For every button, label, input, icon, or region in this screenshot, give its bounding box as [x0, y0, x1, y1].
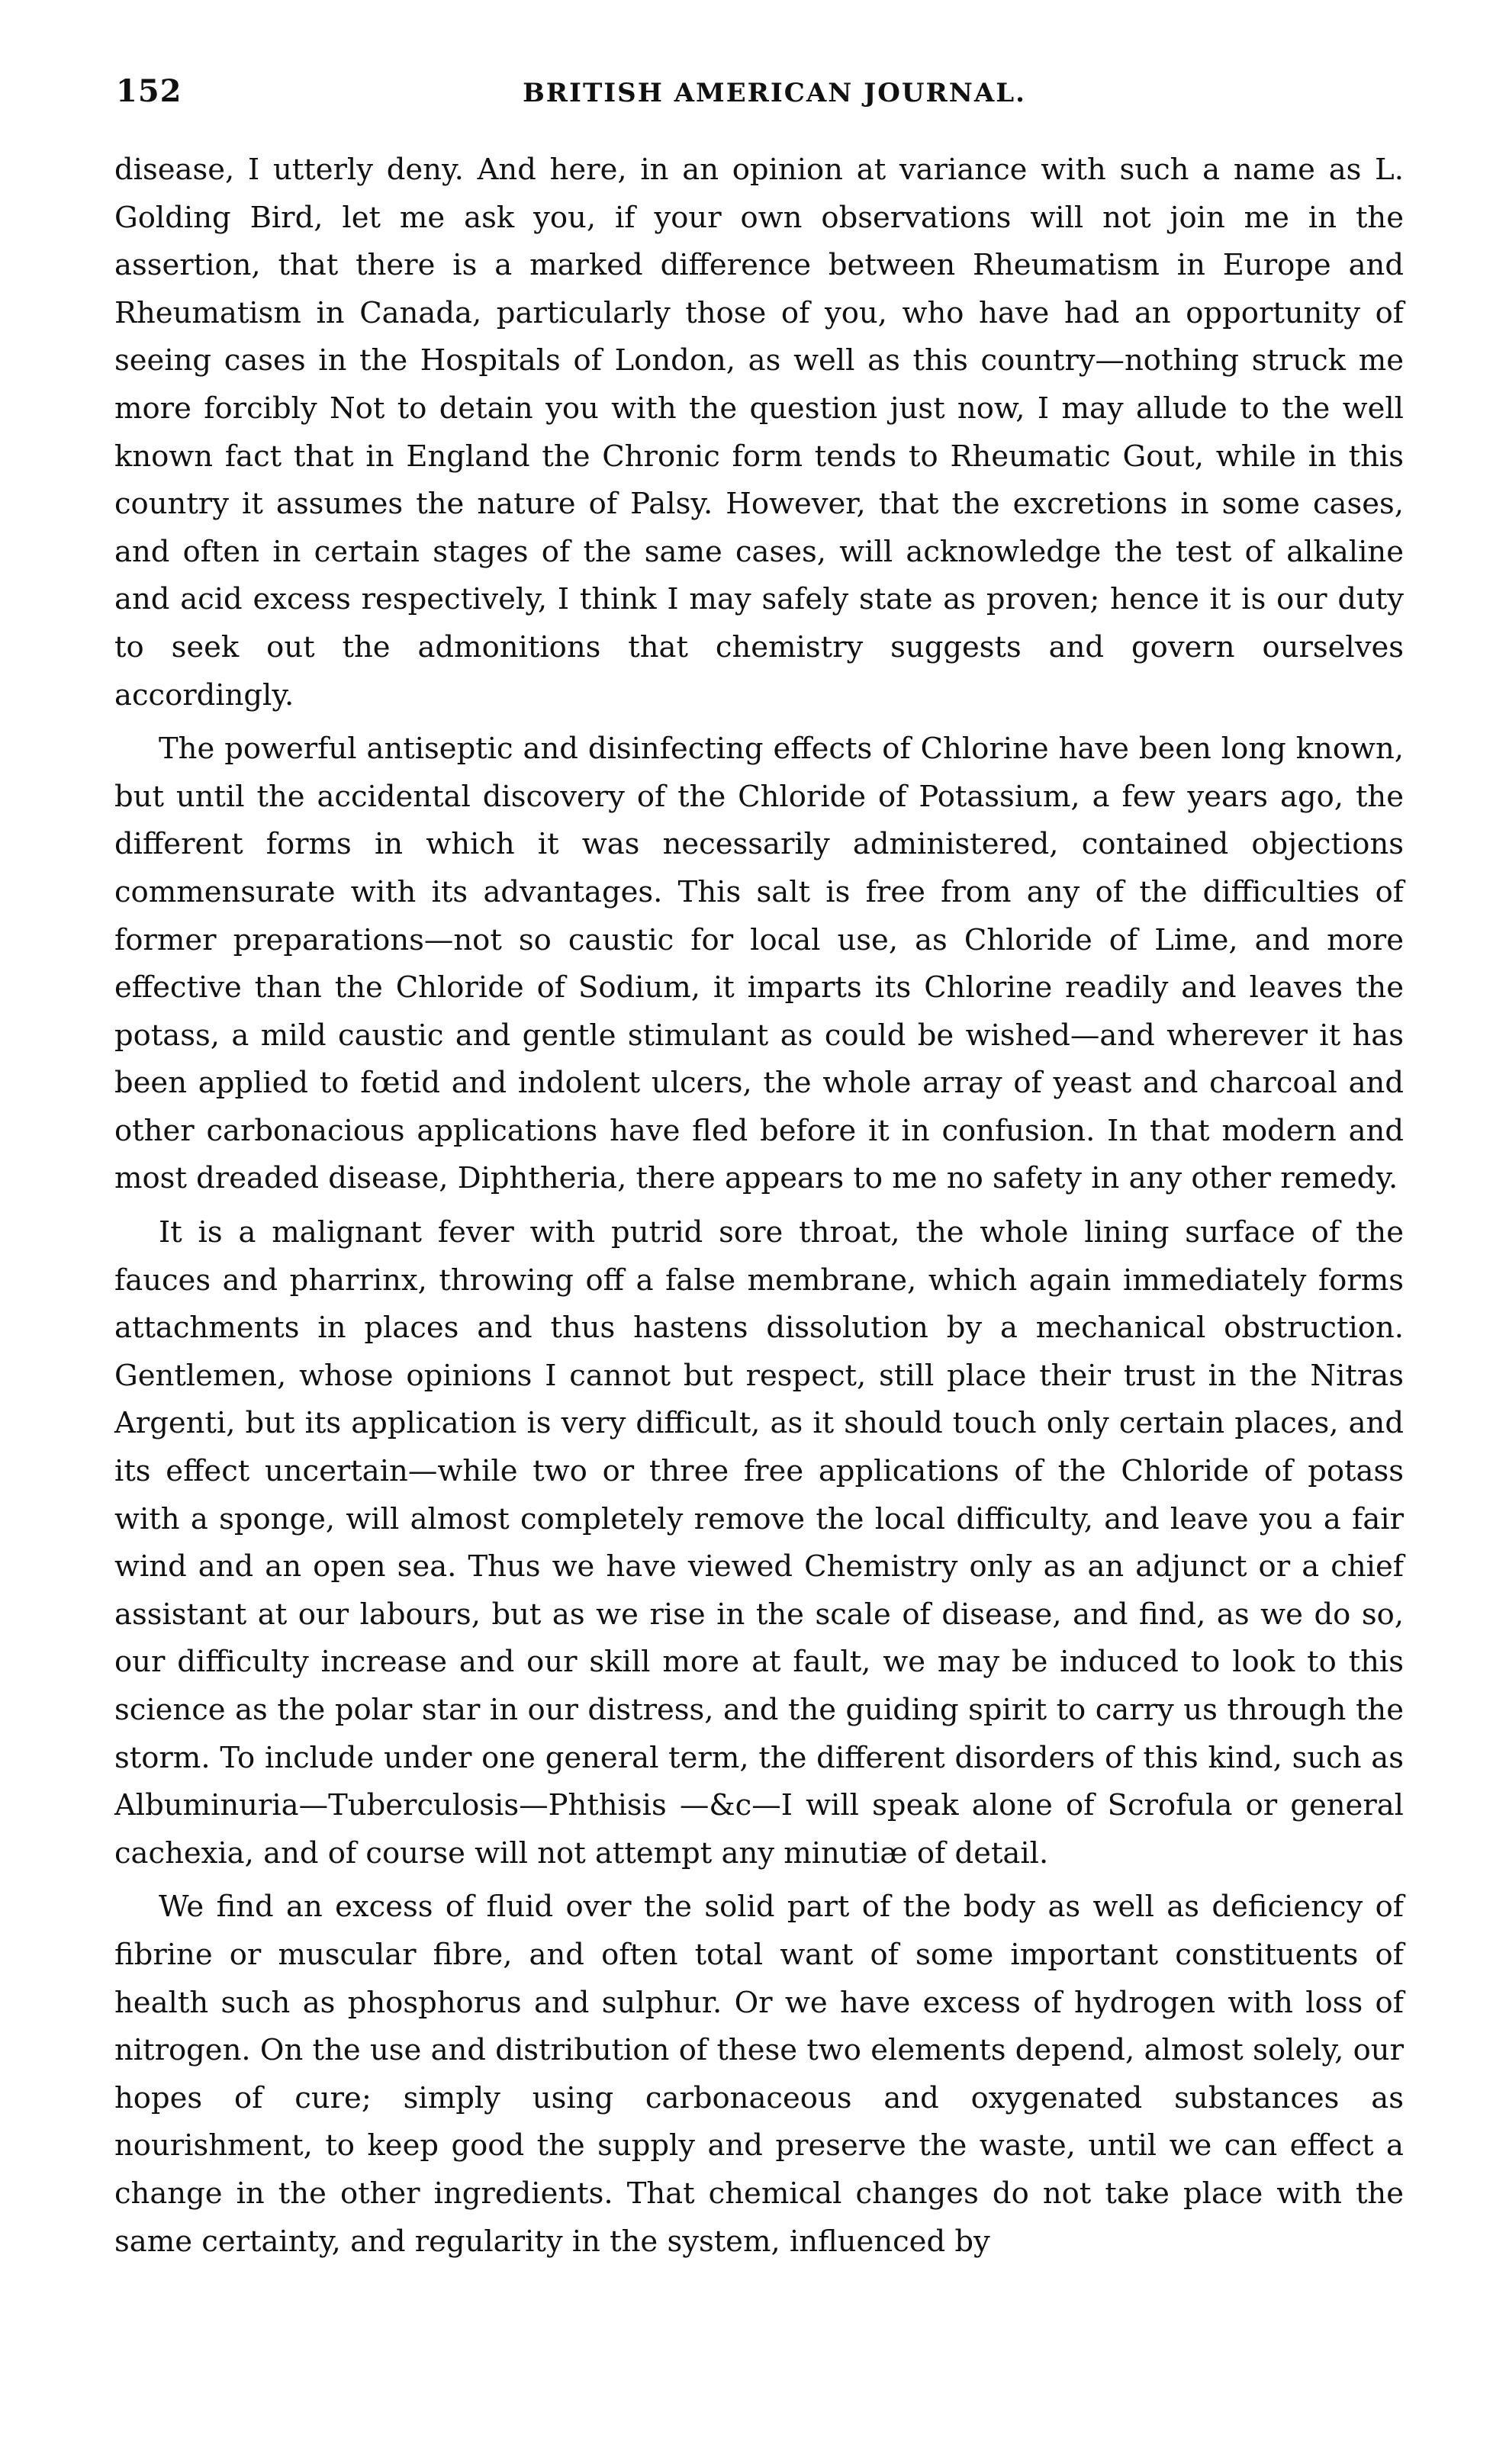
page-number: 152 — [116, 73, 182, 109]
article-body — [114, 146, 1404, 2266]
paragraph-chlorine: The powerful antiseptic and disinfecting effects of Chlorine have been long known, but until the accidental discovery of the Chloride of Potassium, a few years ago, the different forms in which it was necessarily administered, contained objections commensurate with its advantages. This salt is free from any of the difficulties of former preparations—not so caustic for local use, as Chloride of Lime, and more effective than the Chloride of Sodium, it imparts its Chlorine readily and leaves the potass, a mild caustic and gentle stimulant as could be wished—and wherever it has been applied to fœtid and indolent ulcers, the whole array of yeast and charcoal and other carbonacious applications have fled before it in confusion. In that modern and most dreaded disease, Diphtheria, there appears to me no safety in any other remedy. — [114, 732, 1404, 1196]
journal-title: BRITISH AMERICAN JOURNAL. — [523, 78, 1026, 108]
running-header — [114, 73, 1404, 119]
paragraph-diphtheria: It is a malignant fever with putrid sore throat, the whole lining surface of the fauces and pharrinx, throwing off a false membrane, which again immediately forms attachments in places and thus hastens dissolution by a mechanical obstruction. Gentlemen, whose opinions I cannot but respect, still place their trust in the Nitras Argenti, but its application is very difficult, as it should touch only certain places, and its effect uncertain—while two or three free applications of the Chloride of potass with a sponge, will almost completely remove the local difficulty, and leave you a fair wind and an open sea. Thus we have viewed Chemistry only as an adjunct or a chief assistant at our labours, but as we rise in the scale of disease, and find, as we do so, our difficulty increase and our skill more at fault, we may be induced to look to this science as the polar star in our distress, and the guiding spirit to carry us through the storm. To include under one general term, the different disorders of this kind, such as Albuminuria—Tuberculosis—Phthisis —&c—I will speak alone of Scrofula or general cachexia, and of course will not attempt any minutiæ of detail. — [114, 1215, 1404, 1871]
paragraph-scrofula: We find an excess of fluid over the solid part of the body as well as deficiency of fibrine or muscular fibre, and often total want of some important constituents of health such as phosphorus and sulphur. Or we have excess of hydrogen with loss of nitrogen. On the use and distribution of these two elements depend, almost solely, our hopes of cure; simply using carbonaceous and oxygenated substances as nourishment, to keep good the supply and preserve the waste, until we can effect a change in the other ingredients. That chemical changes do not take place with the same certainty, and regularity in the system, influenced by — [114, 1890, 1404, 2259]
paragraph-continued: disease, I utterly deny. And here, in an opinion at variance with such a name as L. Golding Bird, let me ask you, if your own observations will not join me in the assertion, that there is a marked difference between Rheumatism in Europe and Rheumatism in Canada, particularly those of you, who have had an opportunity of seeing cases in the Hospitals of London, as well as this country—nothing struck me more forcibly Not to detain you with the question just now, I may allude to the well known fact that in England the Chronic form tends to Rheumatic Gout, while in this country it assumes the nature of Palsy. However, that the excretions in some cases, and often in certain stages of the same cases, will acknowledge the test of alkaline and acid excess respectively, I think I may safely state as proven; hence it is our duty to seek out the admonitions that chemistry suggests and govern ourselves accordingly. — [114, 153, 1404, 713]
journal-page — [114, 73, 1404, 2266]
